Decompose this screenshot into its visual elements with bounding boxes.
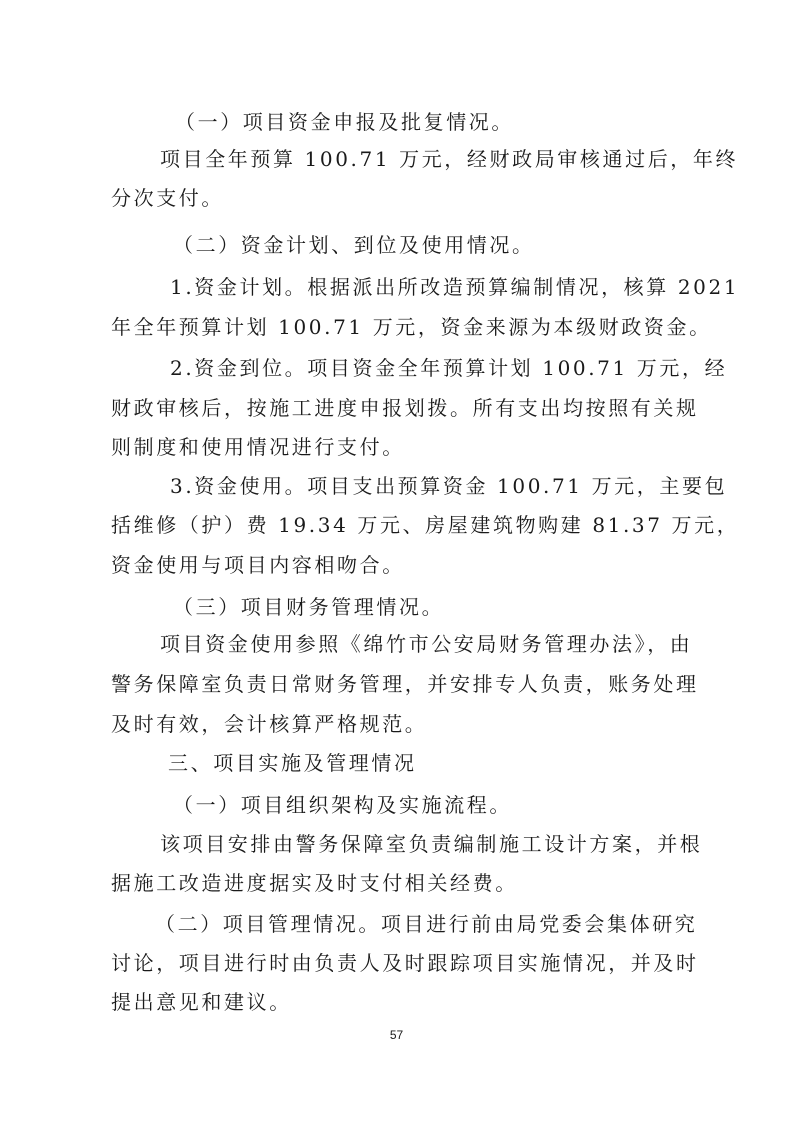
heading-organization: （一）项目组织架构及实施流程。 (173, 793, 512, 817)
paragraph-line: 分次支付。 (111, 186, 224, 210)
heading-funding-application: （一）项目资金申报及批复情况。 (175, 110, 514, 134)
paragraph-line: 3.资金使用。项目支出预算资金 100.71 万元，主要包 (170, 474, 728, 498)
paragraph-line: 讨论，项目进行时由负责人及时跟踪项目实施情况，并及时 (111, 951, 699, 975)
paragraph-line: 警务保障室负责日常财务管理，并安排专人负责，账务处理 (111, 672, 699, 696)
paragraph-line: （二）项目管理情况。项目进行前由局党委会集体研究 (155, 912, 698, 936)
paragraph-line: 资金使用与项目内容相吻合。 (111, 553, 405, 577)
paragraph-line: 据施工改造进度据实及时支付相关经费。 (111, 871, 518, 895)
paragraph-line: 项目资金使用参照《绵竹市公安局财务管理办法》，由 (160, 632, 693, 656)
paragraph-line: 1.资金计划。根据派出所改造预算编制情况，核算 2021 (170, 275, 740, 299)
page-number: 57 (389, 1028, 404, 1042)
section-heading: 三、项目实施及管理情况 (168, 751, 417, 775)
paragraph-line: 该项目安排由警务保障室负责编制施工设计方案，并根 (160, 832, 703, 856)
paragraph-line: 提出意见和建议。 (111, 990, 292, 1014)
paragraph-line: 财政审核后，按施工进度申报划拨。所有支出均按照有关规 (111, 396, 699, 420)
paragraph-line: 及时有效，会计核算严格规范。 (111, 712, 428, 736)
heading-financial-management: （三）项目财务管理情况。 (173, 595, 445, 619)
paragraph-line: 则制度和使用情况进行支付。 (111, 435, 405, 459)
paragraph-line: 2.资金到位。项目资金全年预算计划 100.71 万元，经 (170, 356, 728, 380)
heading-funding-plan: （二）资金计划、到位及使用情况。 (173, 233, 535, 257)
paragraph-line: 项目全年预算 100.71 万元，经财政局审核通过后，年终 (160, 147, 739, 171)
paragraph-line: 括维修（护）费 19.34 万元、房屋建筑物购建 81.37 万元， (111, 513, 740, 537)
paragraph-line: 年全年预算计划 100.71 万元，资金来源为本级财政资金。 (111, 315, 712, 339)
